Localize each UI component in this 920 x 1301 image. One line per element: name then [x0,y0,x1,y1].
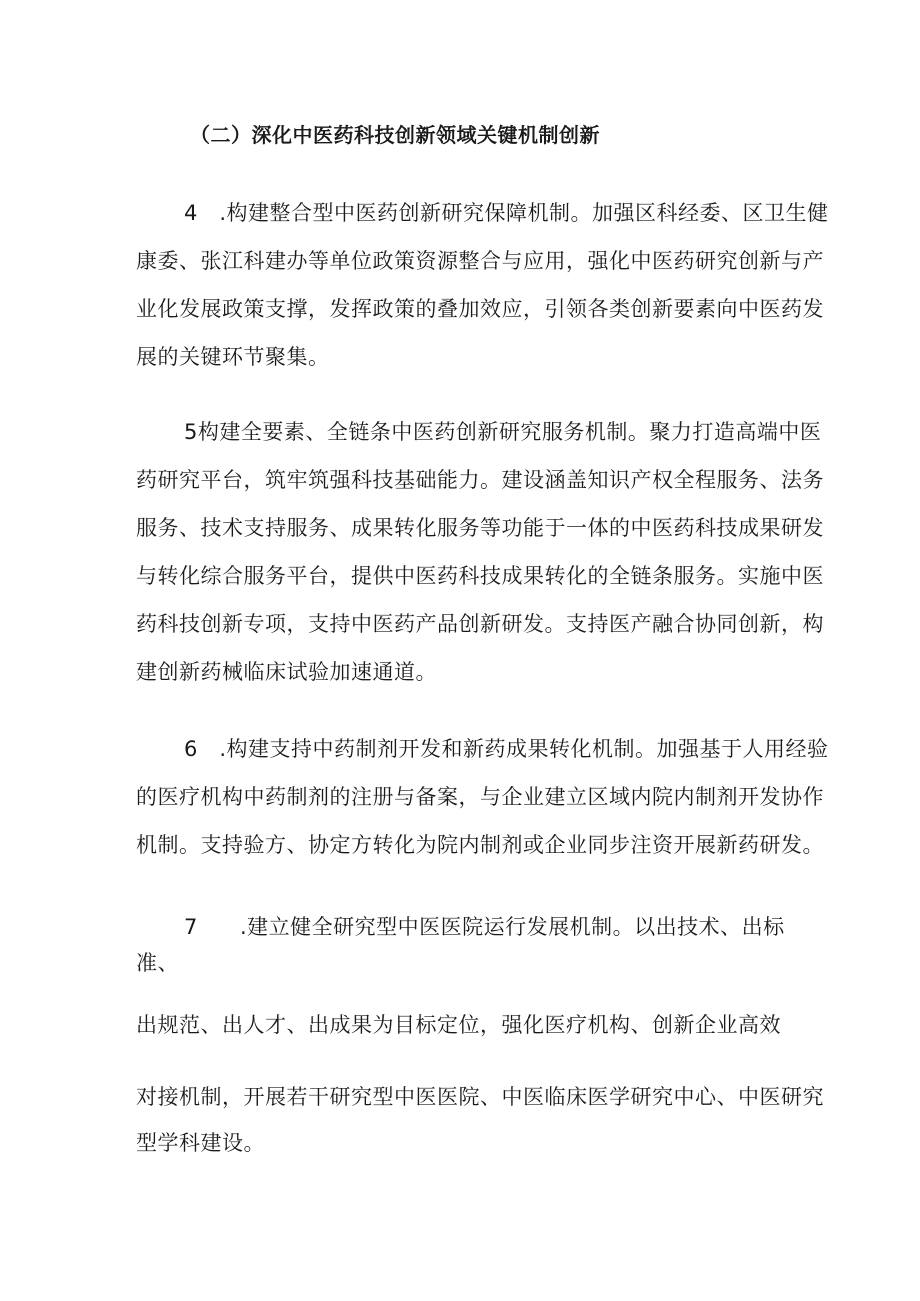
paragraph-5-line-5: 药科技创新专项，支持中医药产品创新研发。支持医产融合协同创新，构 [136,612,824,636]
paragraph-5-line-3: 服务、技术支持服务、成果转化服务等功能于一体的中医药科技成果研发 [136,516,824,540]
paragraph-7-line-1: .建立健全研究型中医医院运行发展机制。以出技术、出标 [240,915,785,939]
paragraph-5-line-4: 与转化综合服务平台，提供中医药科技成果转化的全链条服务。实施中医 [136,564,824,588]
paragraph-6-line-3: 机制。支持验方、协定方转化为院内制剂或企业同步注资开展新药研发。 [136,833,824,857]
paragraph-6-line-2: 的医疗机构中药制剂的注册与备案，与企业建立区域内院内制剂开发协作 [136,785,824,809]
section-heading: （二）深化中医药科技创新领域关键机制创新 [190,123,600,147]
paragraph-4-line-2: 康委、张江科建办等单位政策资源整合与应用，强化中医药研究创新与产 [136,249,824,273]
paragraph-5-line-1: 5构建全要素、全链条中医药创新研究服务机制。聚力打造高端中医 [184,420,822,444]
paragraph-6-line-1: 6 .构建支持中药制剂开发和新药成果转化机制。加强基于人用经验 [184,737,829,761]
paragraph-7-wrap: 准、 [136,951,179,975]
paragraph-4-line-1: 4 .构建整合型中医药创新研究保障机制。加强区科经委、区卫生健 [184,201,829,225]
paragraph-7-line-3: 对接机制，开展若干研究型中医医院、中医临床医学研究中心、中医研究 [136,1085,824,1109]
paragraph-7-line-4: 型学科建设。 [136,1131,265,1155]
paragraph-4-line-3: 业化发展政策支撑，发挥政策的叠加效应，引领各类创新要素向中医药发 [136,297,824,321]
paragraph-5-line-2: 药研究平台，筑牢筑强科技基础能力。建设涵盖知识产权全程服务、法务 [136,468,824,492]
paragraph-7-number: 7 [184,915,198,939]
paragraph-7-line-2: 出规范、出人才、出成果为目标定位，强化医疗机构、创新企业高效 [136,1013,781,1037]
paragraph-4-line-4: 展的关键环节聚集。 [136,345,330,369]
paragraph-5-line-6: 建创新药械临床试验加速通道。 [136,660,437,684]
